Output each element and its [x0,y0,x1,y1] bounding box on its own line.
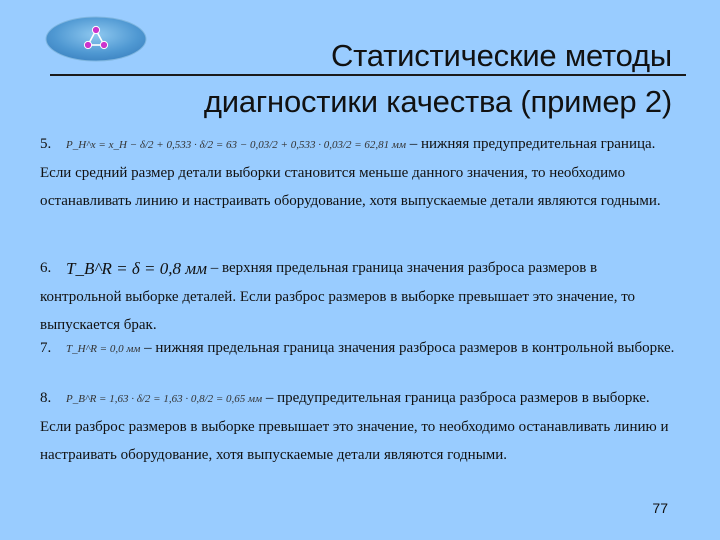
item-number: 7. [40,340,52,356]
formula-lower-limit-range: T_H^R = 0,0 мм [66,342,141,355]
paragraph-item-7 [40,334,680,363]
formula-warning-range: P_B^R = 1,63 · δ/2 = 1,63 · 0,8/2 = 0,65 мм [66,392,263,405]
item-text: – нижняя предупредительная граница. Если средний размер детали выборки становится меньше данного значения, то необходимо останавливать линию и настраивать оборудование, хотя выпускаемые детали являются годными. [40,136,661,209]
paragraph-item-8 [40,384,680,469]
formula-lower-warning-mean: P_H^x = x_H − δ/2 + 0,533 · δ/2 = 63 − 0,03/2 + 0,533 · 0,03/2 = 62,81 мм [66,138,406,151]
item-number: 5. [40,136,52,152]
paragraph-item-6 [40,254,680,339]
item-text: – верхняя предельная граница значения разброса размеров в контрольной выборке деталей. Если разброс размеров в выборке превышает это значение, то выпускается брак. [40,260,636,333]
item-number: 8. [40,390,52,406]
item-number: 6. [40,260,52,276]
formula-upper-limit-range: T_B^R = δ = 0,8 мм [66,258,207,278]
item-text: – предупредительная граница разброса размеров в выборке. Если разброс размеров в выборке превышает это значение, то необходимо останавливать линию и настраивать оборудование, хотя выпускаемые детали являются годными. [40,390,669,463]
page-number: 77 [652,500,668,516]
slide-title-line2: диагностики качества (пример 2) [203,84,672,119]
item-text: – нижняя предельная граница значения разброса размеров в контрольной выборке. [140,340,675,356]
title-divider [50,74,686,76]
slide-title-line1: Статистические методы [330,38,672,73]
paragraph-item-5 [40,130,680,215]
